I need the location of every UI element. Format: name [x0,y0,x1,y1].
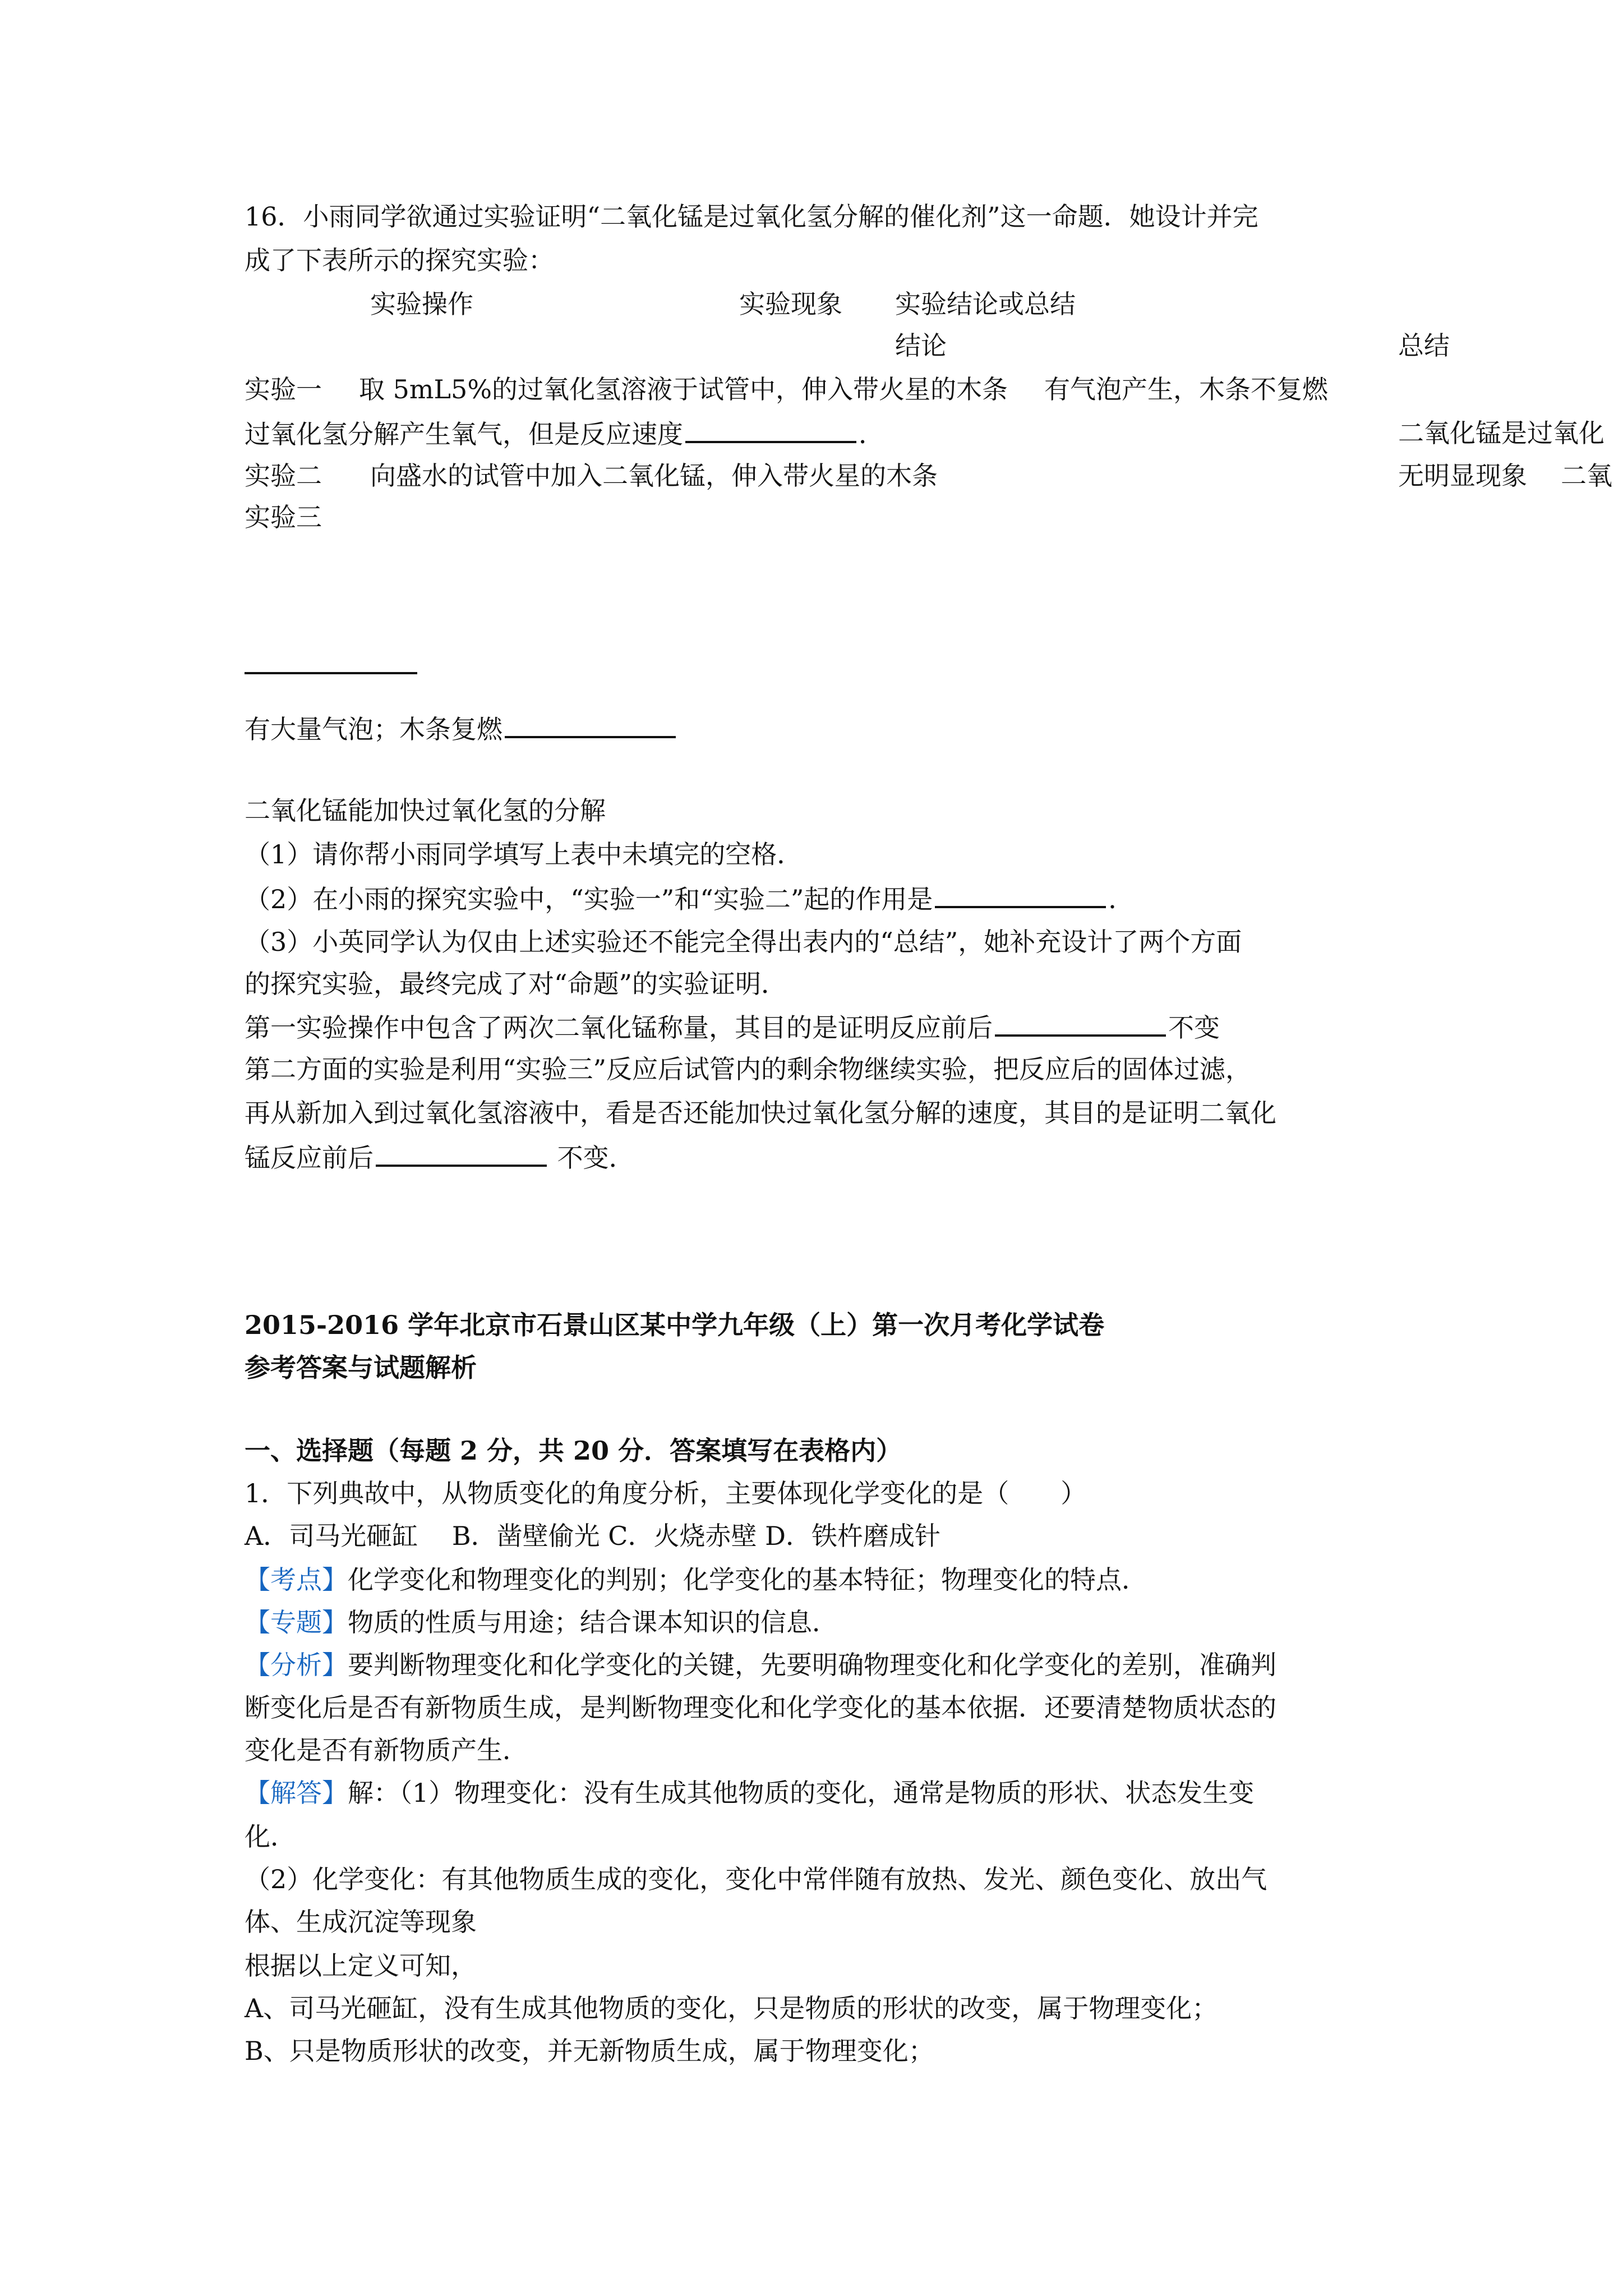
exp1-phenomenon: 有气泡产生，木条不复燃 [1044,374,1328,404]
tag-fenxi: 【分析】 [245,1650,348,1680]
table-summary-text: 二氧化锰是过氧化 [1398,418,1604,448]
q16-part2-blank[interactable] [935,881,1106,908]
q1-options: A．司马光砸缸 B．凿壁偷光 C．火烧赤壁 D．铁杵磨成针 [245,1521,940,1551]
q16-part3-line2: 的探究实验，最终完成了对“命题”的实验证明． [245,969,787,999]
q16-part5-line2: 再从新加入到过氧化氢溶液中，看是否还能加快过氧化氢分解的速度，其目的是证明二氧化 [245,1098,1276,1128]
exp1-conclusion-end: ． [859,419,884,449]
fenxi-line1 [245,1648,1276,1682]
exp3-answer-blank[interactable] [505,711,676,738]
tag-zhuanti: 【专题】 [245,1607,348,1637]
tag-jieda: 【解答】 [245,1778,348,1808]
table-subheader-summary: 总结 [1398,330,1450,361]
q16-part5-text: 锰反应前后 [245,1143,374,1173]
jieda-line5: 根据以上定义可知， [245,1950,477,1981]
table-header-operation: 实验操作 [370,289,473,319]
kaodian-line [245,1563,1147,1596]
q16-part4 [245,1010,1220,1045]
q16-part4-end: 不变 [1168,1013,1220,1043]
fenxi-line3: 变化是否有新物质产生． [245,1735,528,1765]
jieda-line7: B、只是物质形状的改变，并无新物质生成，属于物理变化； [245,2036,934,2066]
q16-intro-line2: 成了下表所示的探究实验： [245,245,554,275]
table-header-conclusion: 实验结论或总结 [895,289,1076,319]
exp3-label: 实验三 [245,502,322,532]
q16-part2 [245,881,1134,916]
exp2-operation: 向盛水的试管中加入二氧化锰，伸入带火星的木条 [370,461,938,491]
exp3-phenomenon [245,711,678,746]
q16-part5-blank[interactable] [376,1140,547,1167]
q1-stem: 1．下列典故中，从物质变化的角度分析，主要体现化学变化的是（ ） [245,1478,1087,1508]
q16-part2-end: ． [1108,884,1135,914]
table-header-phenomenon: 实验现象 [739,289,842,319]
jieda-line4: 体、生成沉淀等现象 [245,1907,477,1937]
kaodian-text: 化学变化和物理变化的判别；化学变化的基本特征；物理变化的特点． [348,1565,1147,1595]
q16-part4-blank[interactable] [995,1010,1166,1037]
jieda-line1 [245,1776,1254,1810]
jieda-text1: 解：（1）物理变化：没有生成其他物质的变化，通常是物质的形状、状态发生变 [348,1778,1255,1808]
table-subheader-conclusion: 结论 [895,330,947,361]
exp3-phenomenon-text: 有大量气泡；木条复燃 [245,714,502,744]
q16-part3-line1: （3）小英同学认为仅由上述实验还不能完全得出表内的“总结”，她补充设计了两个方面 [245,927,1242,957]
jieda-line6: A、司马光砸缸，没有生成其他物质的变化，只是物质的形状的改变，属于物理变化； [245,1993,1218,2023]
q16-part5-line3 [245,1140,635,1175]
jieda-line3: （2）化学变化：有其他物质生成的变化，变化中常伴随有放热、发光、颜色变化、放出气 [245,1864,1267,1894]
answers-subtitle: 参考答案与试题解析 [245,1352,477,1383]
exp1-conclusion [245,416,884,451]
q16-part2-text: （2）在小雨的探究实验中，“实验一”和“实验二”起的作用是 [245,884,933,914]
section-heading: 一、选择题（每题 2 分，共 20 分．答案填写在表格内） [245,1435,902,1466]
zhuanti-line [245,1605,838,1639]
exp1-label: 实验一 [245,374,322,404]
fenxi-line2: 断变化后是否有新物质生成，是判断物理变化和化学变化的基本依据．还要清楚物质状态的 [245,1692,1276,1723]
jieda-line2: 化． [245,1821,296,1852]
q16-part5-line1: 第二方面的实验是利用“实验三”反应后试管内的剩余物继续实验，把反应后的固体过滤， [245,1054,1252,1084]
answers-title: 2015-2016 学年北京市石景山区某中学九年级（上）第一次月考化学试卷 [245,1310,1105,1340]
q16-intro-line1: 16．小雨同学欲通过实验证明“二氧化锰是过氧化氢分解的催化剂”这一命题．她设计并完 [245,201,1258,232]
exp1-answer-blank[interactable] [685,416,856,443]
q16-part5-end: 不变． [549,1143,635,1173]
exp1-conclusion-text: 过氧化氢分解产生氧气，但是反应速度 [245,419,683,449]
exp2-phenomenon: 无明显现象 [1398,461,1527,491]
exp1-operation: 取 5mL5%的过氧化氢溶液于试管中，伸入带火星的木条 [359,374,1008,404]
exp3-operation-blank[interactable] [245,672,417,674]
exp2-conclusion: 二氧 [1561,461,1612,491]
q16-part1: （1）请你帮小雨同学填写上表中未填完的空格． [245,839,803,869]
exp2-label: 实验二 [245,461,322,491]
fenxi-text1: 要判断物理变化和化学变化的关键，先要明确物理变化和化学变化的差别，准确判 [348,1650,1276,1680]
q16-part4-text: 第一实验操作中包含了两次二氧化锰称量，其目的是证明反应前后 [245,1013,993,1043]
exp3-conclusion: 二氧化锰能加快过氧化氢的分解 [245,795,606,826]
tag-kaodian: 【考点】 [245,1565,348,1595]
zhuanti-text: 物质的性质与用途；结合课本知识的信息． [348,1607,838,1637]
